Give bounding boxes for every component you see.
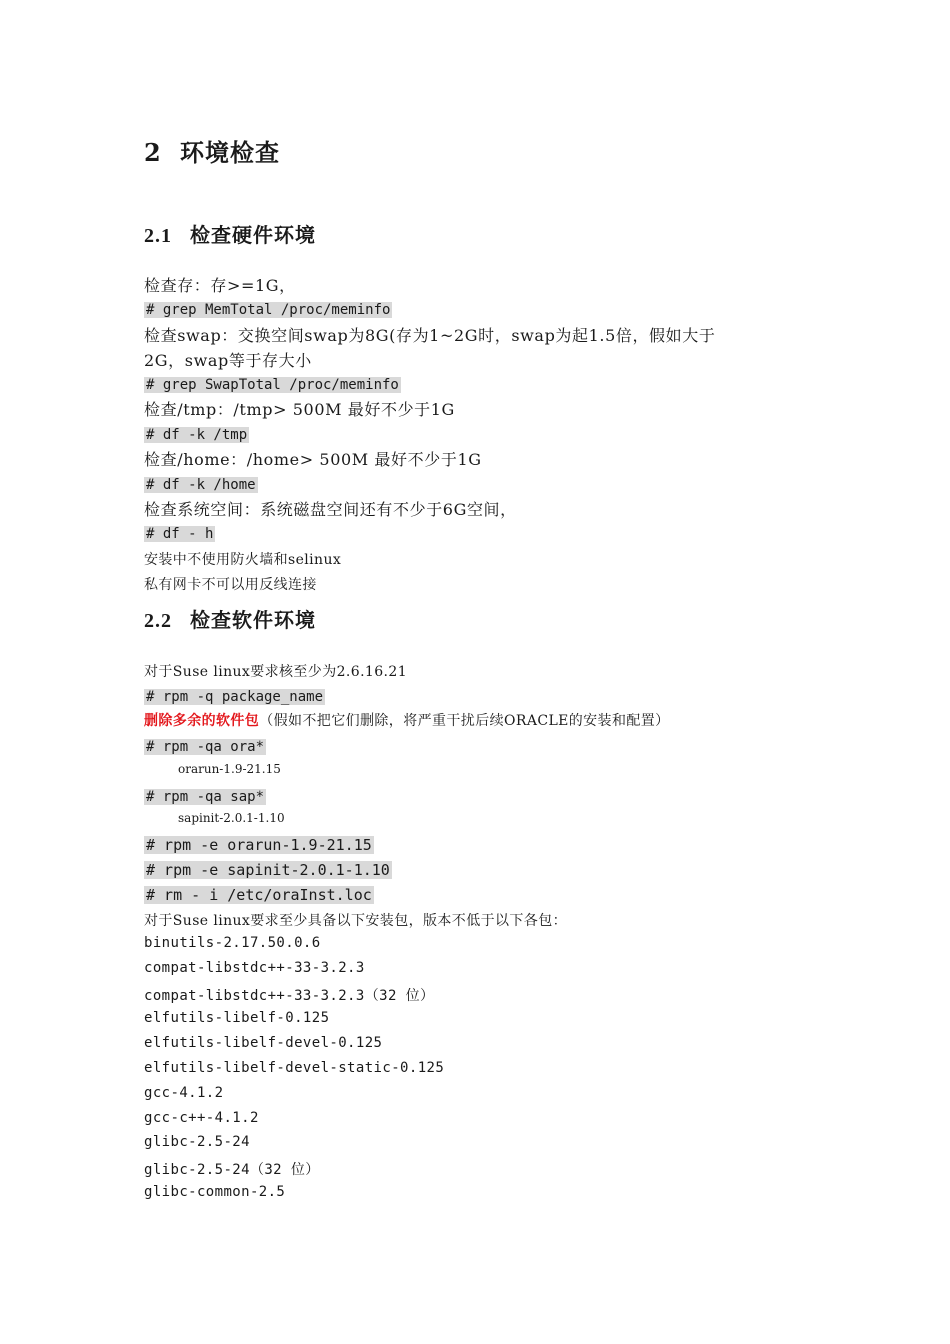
subsection-title: 检查软件环境 <box>190 608 316 632</box>
subsection-heading-software <box>144 604 316 633</box>
command-line <box>144 860 392 879</box>
command-line <box>144 885 374 904</box>
text-line: 安装中不使用防火墙和selinux <box>144 552 342 568</box>
text-line: 2G，swap等于存大小 <box>144 351 312 370</box>
text-line: 检查存：存>=1G， <box>144 276 296 295</box>
remove-packages-note: （假如不把它们删除，将严重干扰后续ORACLE的安装和配置） <box>259 713 670 729</box>
command-text: # rpm -qa ora* <box>146 739 265 755</box>
command-line <box>144 523 215 542</box>
package-item: compat-libstdc++-33-3.2.3（32 位） <box>144 988 435 1004</box>
section-heading <box>144 133 280 168</box>
package-item: glibc-common-2.5 <box>144 1184 286 1200</box>
command-text: # df -k /home <box>146 477 256 493</box>
command-text: # grep SwapTotal /proc/meminfo <box>146 377 399 393</box>
subsection-heading-hardware <box>144 219 316 248</box>
section-number: 2 <box>144 138 162 167</box>
command-text: # df - h <box>146 526 214 542</box>
command-output: orarun-1.9-21.15 <box>178 762 281 776</box>
command-line <box>144 786 266 805</box>
command-text: # df -k /tmp <box>146 427 248 443</box>
text-line: 对于Suse linux要求核至少为2.6.16.21 <box>144 664 408 680</box>
subsection-number: 2.2 <box>144 610 172 632</box>
command-line <box>144 424 249 443</box>
package-item: binutils-2.17.50.0.6 <box>144 935 321 951</box>
package-item: compat-libstdc++-33-3.2.3 <box>144 960 365 976</box>
package-item: elfutils-libelf-devel-0.125 <box>144 1035 383 1051</box>
command-line <box>144 474 258 493</box>
command-text: # rpm -qa sap* <box>146 789 265 805</box>
command-line <box>144 835 374 854</box>
section-title: 环境检查 <box>180 138 280 167</box>
subsection-title: 检查硬件环境 <box>190 223 316 247</box>
text-line: 私有网卡不可以用反线连接 <box>144 577 317 593</box>
text-line: 检查/home：/home> 500M 最好不少于1G <box>144 450 482 469</box>
command-text: # rm - i /etc/oraInst.loc <box>146 886 372 904</box>
remove-packages-line <box>144 710 670 730</box>
command-line <box>144 686 325 705</box>
package-item: glibc-2.5-24 <box>144 1134 250 1150</box>
remove-packages-title: 删除多余的软件包 <box>144 713 260 729</box>
command-output: sapinit-2.0.1-1.10 <box>178 811 285 825</box>
package-item: elfutils-libelf-0.125 <box>144 1010 330 1026</box>
command-line <box>144 374 401 393</box>
command-text: # rpm -e orarun-1.9-21.15 <box>146 836 372 854</box>
text-line: 检查系统空间：系统磁盘空间还有不少于6G空间， <box>144 500 517 519</box>
command-text: # grep MemTotal /proc/meminfo <box>146 302 391 318</box>
command-text: # rpm -e sapinit-2.0.1-1.10 <box>146 861 390 879</box>
text-line: 对于Suse linux要求至少具备以下安装包，版本不低于以下各包： <box>144 913 568 929</box>
package-item: gcc-c++-4.1.2 <box>144 1110 259 1126</box>
package-item: glibc-2.5-24（32 位） <box>144 1162 320 1178</box>
package-item: elfutils-libelf-devel-static-0.125 <box>144 1060 445 1076</box>
package-item: gcc-4.1.2 <box>144 1085 224 1101</box>
command-line <box>144 299 392 318</box>
subsection-number: 2.1 <box>144 225 172 247</box>
command-text: # rpm -q package_name <box>146 689 324 705</box>
text-line: 检查swap：交换空间swap为8G(存为1~2G时，swap为起1.5倍，假如大于 <box>144 326 716 345</box>
command-line <box>144 736 266 755</box>
text-line: 检查/tmp：/tmp> 500M 最好不少于1G <box>144 400 455 419</box>
